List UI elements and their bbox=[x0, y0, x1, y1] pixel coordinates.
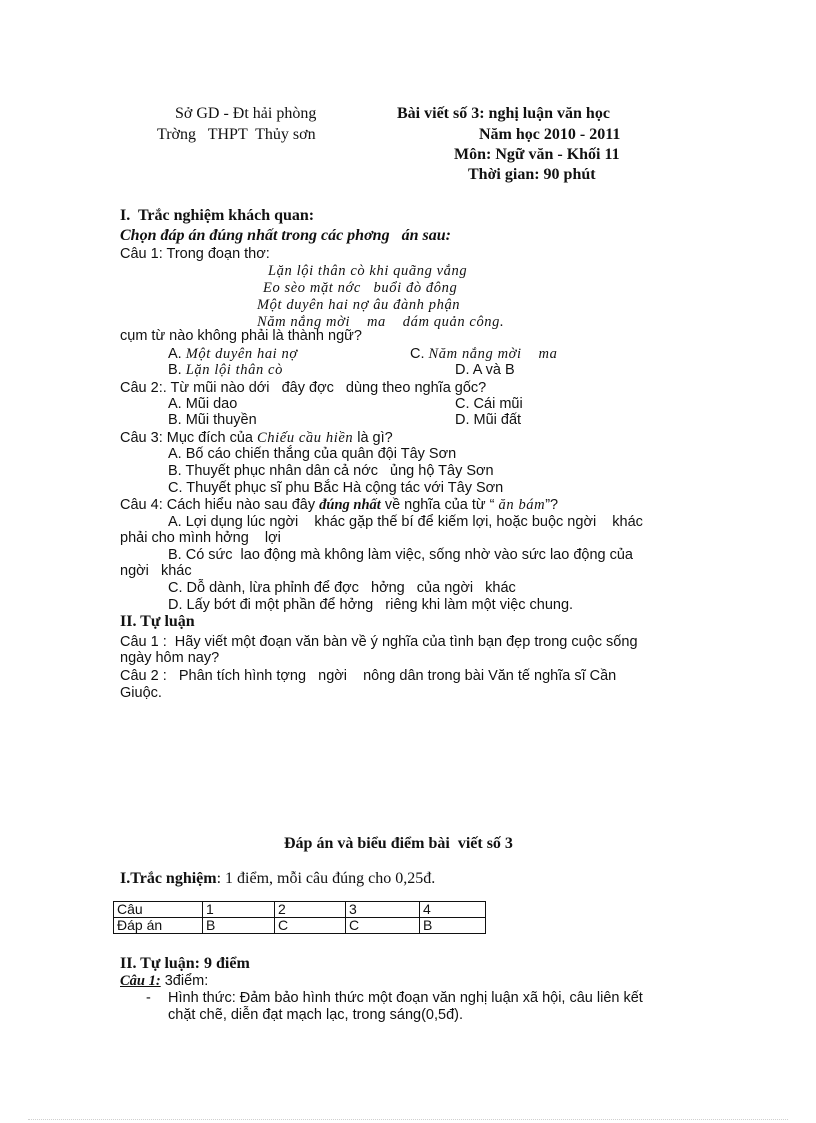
poem-line-4: Năm nắng mời ma dám quản công. bbox=[257, 314, 505, 330]
question-3-text-after: là gì? bbox=[353, 430, 393, 446]
question-3-work-title: Chiếu cầu hiền bbox=[257, 430, 354, 446]
question-4-text-before: Cách hiểu nào sau đây bbox=[162, 497, 320, 513]
table-cell: B bbox=[203, 918, 275, 934]
table-cell: B bbox=[420, 918, 486, 934]
school-name: Trờng THPT Thủy sơn bbox=[157, 126, 316, 143]
scoring-criterion-line-2: chặt chẽ, diễn đạt mạch lạc, trong sáng(0,5đ). bbox=[168, 1007, 464, 1023]
question-1-text: Trong đoạn thơ: bbox=[162, 246, 270, 262]
department-name: Sở GD - Đt hải phòng bbox=[175, 105, 317, 122]
q1-option-c-text: Năm nắng mời ma bbox=[428, 346, 558, 362]
part1-heading: I. Trắc nghiệm khách quan: bbox=[120, 207, 315, 224]
q4-option-d: D. Lấy bớt đi một phần để hởng riêng khi làm một việc chung. bbox=[168, 597, 574, 613]
table-cell: C bbox=[346, 918, 420, 934]
q1-option-b-text: Lặn lội thân cò bbox=[185, 362, 283, 378]
essay-scoring bbox=[120, 956, 250, 972]
part2-heading: II. Tự luận bbox=[120, 613, 195, 630]
q1-option-a bbox=[168, 347, 298, 362]
essay-q1-scoring-label: Câu 1: bbox=[120, 973, 161, 989]
q1-option-d: D. A và B bbox=[455, 362, 515, 378]
q4-option-a-line-2: phải cho mình hởng lợi bbox=[120, 530, 281, 546]
question-3 bbox=[120, 431, 393, 446]
table-cell: Câu bbox=[114, 902, 203, 918]
q4-option-b-line-1: B. Có sức lao động mà không làm việc, sống nhờ vào sức lao động của bbox=[168, 547, 633, 563]
essay-question-1-label: Câu 1 : bbox=[120, 634, 167, 650]
q1-option-a-prefix: A. bbox=[168, 346, 186, 362]
essay-question-2-label: Câu 2 : bbox=[120, 668, 167, 684]
q2-option-c: C. Cái mũi bbox=[455, 396, 523, 412]
question-4-term: ăn bám bbox=[498, 497, 546, 513]
q4-option-c: C. Dỗ dành, lừa phỉnh để đợc hởng của ngời khác bbox=[168, 580, 516, 596]
exam-title: Bài viết số 3: nghị luận văn học bbox=[397, 105, 610, 122]
q3-option-a: A. Bố cáo chiến thắng của quân đội Tây Sơn bbox=[168, 446, 457, 462]
mc-scoring-label: I.Trắc nghiệm bbox=[120, 870, 217, 887]
question-2 bbox=[120, 381, 486, 396]
essay-question-2-text: Phân tích hình tợng ngời nông dân trong bài Văn tế nghĩa sĩ Cần bbox=[166, 668, 617, 684]
q2-option-b: B. Mũi thuyền bbox=[168, 412, 257, 428]
table-cell: C bbox=[275, 918, 346, 934]
q1-option-c-prefix: C. bbox=[410, 346, 429, 362]
question-1 bbox=[120, 247, 270, 262]
table-cell: 1 bbox=[203, 902, 275, 918]
essay-question-1-text: Hãy viết một đoạn văn bàn về ý nghĩa của tình bạn đẹp trong cuộc sống bbox=[166, 634, 638, 650]
q4-option-a-line-1: A. Lợi dụng lúc ngời khác gặp thế bí để kiếm lợi, hoặc buộc ngời khác bbox=[168, 514, 643, 530]
table-row bbox=[114, 918, 486, 934]
essay-question-2-line-1 bbox=[120, 669, 616, 684]
essay-scoring-label: II. Tự luận: bbox=[120, 955, 205, 972]
q2-option-d: D. Mũi đất bbox=[455, 412, 522, 428]
question-2-label: Câu 2: bbox=[120, 380, 163, 396]
q1-option-a-text: Một duyên hai nợ bbox=[185, 346, 298, 362]
table-row bbox=[114, 902, 486, 918]
q3-option-c: C. Thuyết phục sĩ phu Bắc Hà cộng tác với Tây Sơn bbox=[168, 480, 504, 496]
poem-line-1: Lặn lội thân cò khi quãng vắng bbox=[268, 263, 468, 279]
part1-instruction: Chọn đáp án đúng nhất trong các phơng án sau: bbox=[120, 227, 451, 244]
q1-option-b-prefix: B. bbox=[168, 362, 186, 378]
question-3-label: Câu 3: bbox=[120, 430, 163, 446]
bullet-marker: - bbox=[146, 990, 151, 1006]
question-3-text-before: Mục đích của bbox=[162, 430, 258, 446]
time-limit: Thời gian: 90 phút bbox=[468, 166, 596, 183]
question-4 bbox=[120, 498, 558, 513]
scoring-criterion-line-1: Hình thức: Đảm bảo hình thức một đoạn văn nghị luận xã hội, câu liên kết bbox=[168, 990, 643, 1006]
subject: Môn: Ngữ văn - Khối 11 bbox=[454, 146, 620, 163]
table-cell: Đáp án bbox=[114, 918, 203, 934]
q4-option-b-line-2: ngời khác bbox=[120, 563, 192, 579]
question-4-emphasis: đúng nhất bbox=[319, 497, 381, 513]
q1-option-b bbox=[168, 363, 283, 378]
table-cell: 4 bbox=[420, 902, 486, 918]
q1-option-c bbox=[410, 347, 557, 362]
essay-scoring-points: 9 điểm bbox=[204, 955, 250, 972]
answer-table bbox=[113, 901, 486, 934]
essay-question-1-line-1 bbox=[120, 635, 638, 650]
essay-question-2-line-2: Giuộc. bbox=[120, 685, 162, 701]
table-cell: 3 bbox=[346, 902, 420, 918]
question-4-text-after: ”? bbox=[545, 497, 559, 513]
essay-q1-scoring bbox=[120, 974, 208, 989]
poem-line-2: Eo sèo mặt nớc buổi đò đông bbox=[263, 280, 458, 296]
poem-line-3: Một duyên hai nợ âu đành phận bbox=[257, 297, 461, 313]
answer-key-title: Đáp án và biểu điểm bài viết số 3 bbox=[284, 835, 513, 852]
essay-q1-scoring-text: 3điểm: bbox=[160, 973, 209, 989]
mc-scoring-text: : 1 điểm, mỗi câu đúng cho 0,25đ. bbox=[216, 870, 436, 887]
table-cell: 2 bbox=[275, 902, 346, 918]
question-1-prompt: cụm từ nào không phải là thành ngữ? bbox=[120, 328, 362, 344]
school-year: Năm học 2010 - 2011 bbox=[479, 126, 621, 143]
q2-option-a: A. Mũi dao bbox=[168, 396, 238, 412]
question-4-label: Câu 4: bbox=[120, 497, 163, 513]
page-bottom-divider bbox=[28, 1119, 788, 1120]
question-2-text: . Từ mũi nào dới đây đợc dùng theo nghĩa gốc? bbox=[162, 380, 487, 396]
mc-scoring bbox=[120, 871, 435, 887]
question-4-text-mid: về nghĩa của từ “ bbox=[380, 497, 499, 513]
essay-question-1-line-2: ngày hôm nay? bbox=[120, 650, 220, 666]
q3-option-b: B. Thuyết phục nhân dân cả nớc ủng hộ Tây Sơn bbox=[168, 463, 494, 479]
question-1-label: Câu 1: bbox=[120, 246, 163, 262]
